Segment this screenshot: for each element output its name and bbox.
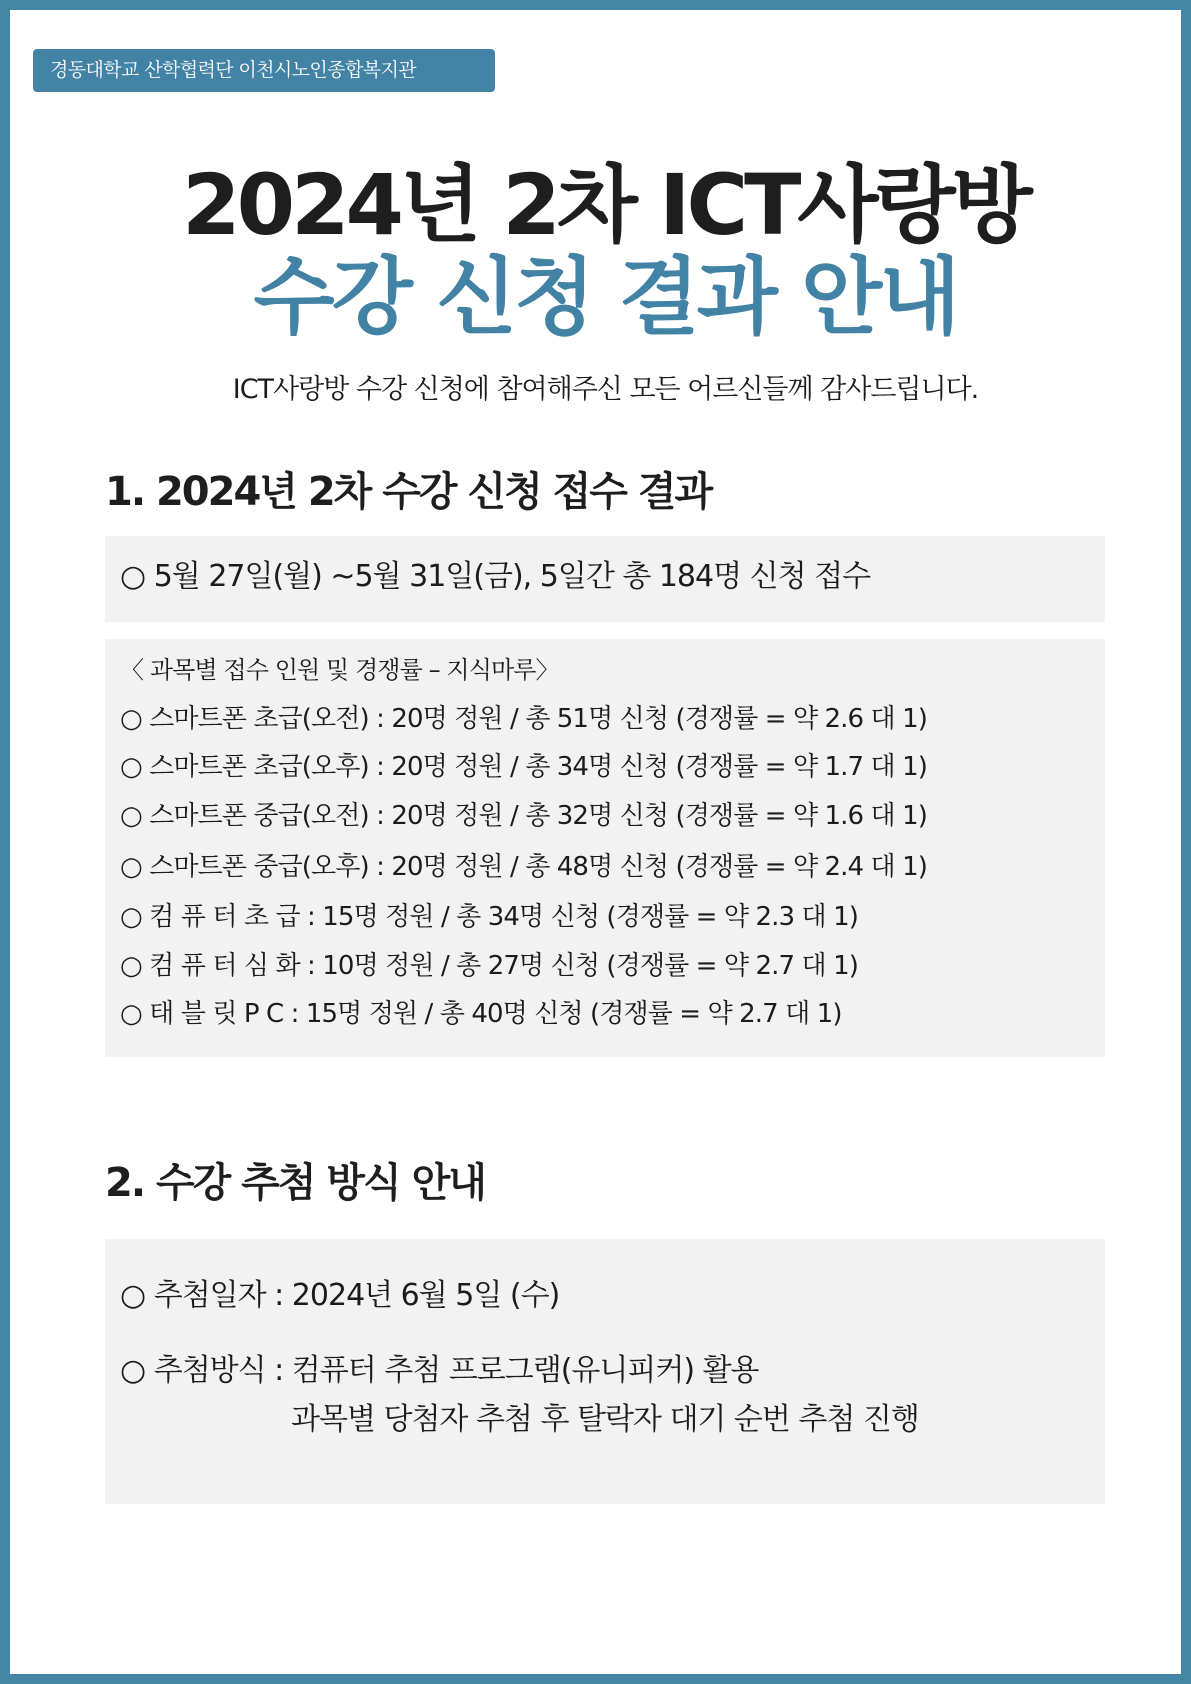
summary-box (105, 536, 1105, 622)
course-item: ○ 스마트폰 초급(오전) : 20명 정원 / 총 51명 신청 (경쟁률 = 약 2.6 대 1) (120, 704, 928, 734)
course-item: ○ 스마트폰 중급(오후) : 20명 정원 / 총 48명 신청 (경쟁률 = 약 2.4 대 1) (120, 852, 928, 882)
organization-badge: 경동대학교 산학협력단 이천시노인종합복지관 (33, 49, 495, 92)
course-list-title: 〈 과목별 접수 인원 및 경쟁률 – 지식마루〉 (120, 656, 559, 684)
course-item: ○ 컴 퓨 터 초 급 : 15명 정원 / 총 34명 신청 (경쟁률 = 약 2.3 대 1) (120, 902, 858, 932)
course-item: ○ 컴 퓨 터 심 화 : 10명 정원 / 총 27명 신청 (경쟁률 = 약 2.7 대 1) (120, 951, 858, 981)
draw-date-text: ○ 추첨일자 : 2024년 6월 5일 (수) (120, 1278, 560, 1313)
intro-text: ICT사랑방 수강 신청에 참여해주신 모든 어르신들께 감사드립니다. (232, 374, 979, 405)
section-1-heading: 1. 2024년 2차 수강 신청 접수 결과 (105, 469, 712, 515)
course-item: ○ 태 블 릿 P C : 15명 정원 / 총 40명 신청 (경쟁률 = 약 2.7 대 1) (120, 999, 842, 1029)
course-list-box (105, 639, 1105, 1057)
draw-method-detail: 과목별 당첨자 추첨 후 탈락자 대기 순번 추첨 진행 (291, 1402, 919, 1437)
summary-text: ○ 5월 27일(월) ~5월 31일(금), 5일간 총 184명 신청 접수 (120, 559, 871, 594)
section-2-heading: 2. 수강 추첨 방식 안내 (105, 1160, 485, 1206)
draw-method-text: ○ 추첨방식 : 컴퓨터 추첨 프로그램(유니피커) 활용 (120, 1353, 759, 1388)
course-item: ○ 스마트폰 중급(오전) : 20명 정원 / 총 32명 신청 (경쟁률 = 약 1.6 대 1) (120, 801, 928, 831)
page-title-line-2: 수강 신청 결과 안내 (253, 248, 958, 346)
draw-info-box (105, 1239, 1105, 1504)
course-item: ○ 스마트폰 초급(오후) : 20명 정원 / 총 34명 신청 (경쟁률 = 약 1.7 대 1) (120, 752, 928, 782)
page-title-line-1: 2024년 2차 ICT사랑방 (182, 156, 1029, 254)
